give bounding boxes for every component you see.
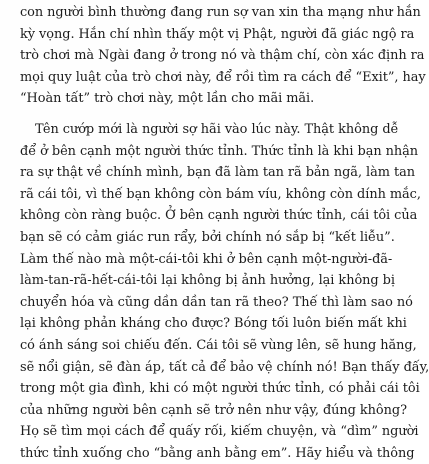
text-line: để ở bên cạnh một người thức tỉnh. Thức tỉnh là khi bạn nhận [20,143,419,159]
text-line: Làm thế nào mà một-cái-tôi khi ở bên cạnh một-người-đã- [20,251,393,267]
text-line: thức tỉnh xuống cho “bằng anh bằng em”. Hãy hiểu và thông [20,445,415,461]
paragraph-2 [20,119,429,464]
text-line: Họ sẽ tìm mọi cách để quấy rối, kiếm chuyện, và “dìm” người [20,424,419,440]
text-line: lại không phản kháng cho được? Bóng tối luôn biến mất khi [20,316,407,332]
paragraph-gap [20,110,386,119]
text-line: trò chơi mà Ngài đang ở trong nó và thậm chí, còn xác định ra [20,48,425,64]
body-text [20,2,429,464]
text-line: Tên cướp mới là người sợ hãi vào lúc này. Thật không dễ [35,121,399,137]
text-line: rã cái tôi, vì thế bạn không còn bám víu, không còn dính mắc, [20,186,421,202]
text-line: làm-tan-rã-hết-cái-tôi lại không bị ảnh hưởng, lại không bị [20,273,395,289]
text-line: chuyển hóa và cũng dần dần tan rã theo? Thế thì làm sao nó [20,294,413,310]
text-line: trong một gia đình, khi có một người thức tỉnh, có phải cái tôi [20,381,420,397]
text-line: ra sự thật về chính mình, bạn đã làm tan rã bản ngã, làm tan [20,165,415,181]
text-line: con người bình thường đang run sợ van xin tha mạng như hắn [20,5,421,20]
text-line: có ánh sáng soi chiếu đến. Cái tôi sẽ vùng lên, sẽ hung hăng, [20,337,417,353]
text-line: của những người bên cạnh sẽ trở nên như vậy, đúng không? [20,402,407,418]
text-line: bạn sẽ có cảm giác run rẩy, bởi chính nó sắp bị “kết liễu”. [20,229,395,245]
paragraph-1 [20,2,426,110]
text-line: không còn ràng buộc. Ở bên cạnh người thức tỉnh, cái tôi của [20,208,418,224]
text-line: “Hoàn tất” trò chơi này, một lần cho mãi mãi. [20,91,315,107]
text-line: sẽ nổi giận, sẽ đàn áp, tất cả để bảo vệ chính nó! Bạn thấy đấy, [20,359,429,375]
text-line: mọi quy luật của trò chơi này, để rồi tìm ra cách để “Exit”, hay [20,69,426,85]
text-line: kỳ vọng. Hắn chí nhìn thấy một vị Phật, người đã giác ngộ ra [20,26,415,42]
